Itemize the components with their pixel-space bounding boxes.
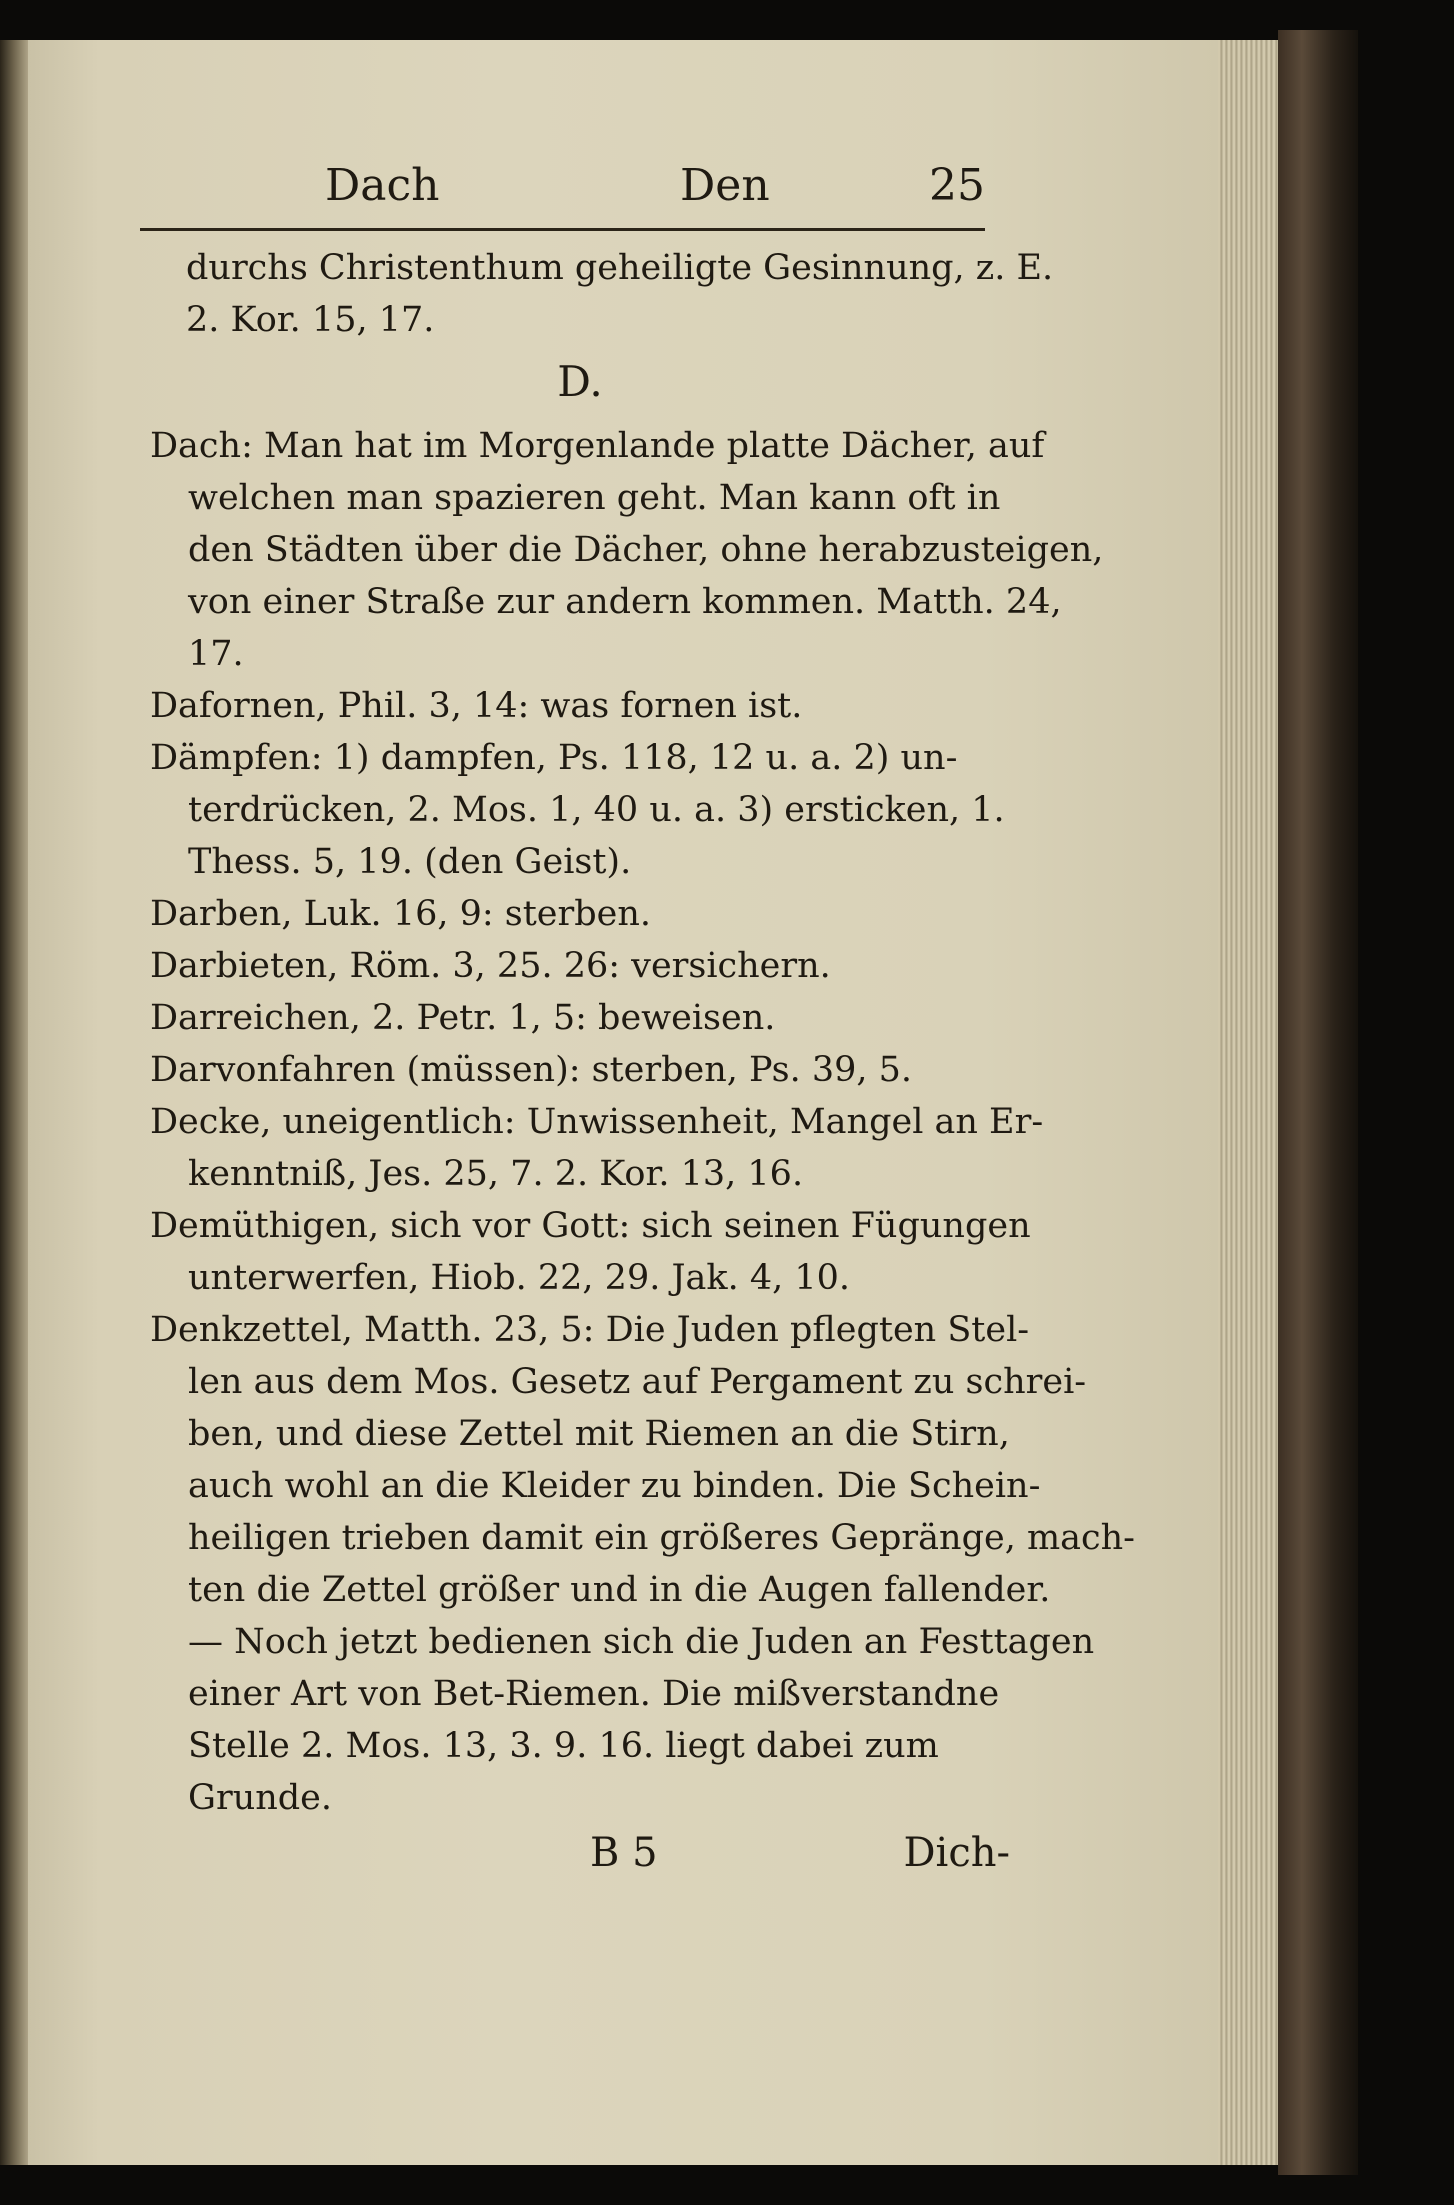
entry-headline: Decke, uneigentlich: Unwissenheit, Mangel an Er- (150, 1102, 1044, 1142)
entry-continuation-line: von einer Straße zur andern kommen. Matth. 24, (188, 582, 1062, 622)
entry-continuation-line: Thess. 5, 19. (den Geist). (188, 842, 632, 882)
text-line: 2. Kor. 15, 17. (186, 300, 435, 340)
header-left-word: Dach (325, 160, 440, 211)
entry-headline: Darbieten, Röm. 3, 25. 26: versichern. (150, 946, 831, 986)
entry-headline: Dämpfen: 1) dampfen, Ps. 118, 12 u. a. 2) un- (150, 738, 958, 778)
book-cover-edge (1278, 30, 1358, 2175)
entry-headline: Demüthigen, sich vor Gott: sich seinen Fügungen (150, 1206, 1031, 1246)
entry-continuation-line: einer Art von Bet-Riemen. Die mißverstandne (188, 1674, 1000, 1714)
glossary-entry (150, 940, 1010, 992)
glossary-entry (150, 1044, 1010, 1096)
entry-continuation-line: auch wohl an die Kleider zu binden. Die Schein- (188, 1466, 1041, 1506)
glossary-entry (150, 1200, 1031, 1304)
glossary-entry (150, 888, 1010, 940)
entry-headline: Dafornen, Phil. 3, 14: was fornen ist. (150, 686, 803, 726)
glossary-entry (150, 680, 1010, 732)
glossary-entry (150, 992, 1010, 1044)
entry-continuation-line: len aus dem Mos. Gesetz auf Pergament zu schrei- (188, 1362, 1087, 1402)
text-line: durchs Christenthum geheiligte Gesinnung, z. E. (186, 248, 1054, 288)
glossary-entry (150, 1096, 1044, 1200)
entry-headline: Darben, Luk. 16, 9: sterben. (150, 894, 652, 934)
entry-continuation-line: 17. (188, 634, 244, 674)
intro-paragraph (150, 242, 1054, 346)
signature-mark: B 5 (590, 1830, 658, 1876)
page-block-edge (1218, 40, 1278, 2165)
page-text (150, 242, 1135, 1824)
entry-continuation-line: unterwerfen, Hiob. 22, 29. Jak. 4, 10. (188, 1258, 851, 1298)
glossary-entry (150, 420, 1104, 680)
entry-headline: Darreichen, 2. Petr. 1, 5: beweisen. (150, 998, 776, 1038)
entry-continuation-line: ben, und diese Zettel mit Riemen an die Stirn, (188, 1414, 1010, 1454)
page-footer (150, 1830, 1010, 1890)
section-letter: D. (557, 357, 603, 406)
entry-headline: Dach: Man hat im Morgenlande platte Dächer, auf (150, 426, 1045, 466)
running-header (140, 160, 985, 231)
page-number: 25 (929, 160, 985, 211)
header-center-word: Den (680, 160, 770, 211)
entry-headline: Darvonfahren (müssen): sterben, Ps. 39, 5. (150, 1050, 913, 1090)
entry-continuation-line: welchen man spazieren geht. Man kann oft in (188, 478, 1001, 518)
entry-continuation-line: — Noch jetzt bedienen sich die Juden an Festtagen (188, 1622, 1095, 1662)
left-book-edge (0, 40, 30, 2165)
entry-continuation-line: terdrücken, 2. Mos. 1, 40 u. a. 3) ersticken, 1. (188, 790, 1005, 830)
glossary-entry (150, 1304, 1135, 1824)
entry-headline: Denkzettel, Matth. 23, 5: Die Juden pflegten Stel- (150, 1310, 1030, 1350)
entry-continuation-line: kenntniß, Jes. 25, 7. 2. Kor. 13, 16. (188, 1154, 804, 1194)
entry-continuation-line: heiligen trieben damit ein größeres Gepränge, mach- (188, 1518, 1135, 1558)
glossary-entries (150, 420, 1135, 1824)
glossary-entry (150, 732, 1010, 888)
entry-continuation-line: den Städten über die Dächer, ohne herabzusteigen, (188, 530, 1104, 570)
entry-continuation-line: ten die Zettel größer und in die Augen fallender. (188, 1570, 1051, 1610)
catchword: Dich- (903, 1830, 1010, 1876)
entry-continuation-line: Stelle 2. Mos. 13, 3. 9. 16. liegt dabei zum (188, 1726, 939, 1766)
entry-continuation-line: Grunde. (188, 1778, 333, 1818)
